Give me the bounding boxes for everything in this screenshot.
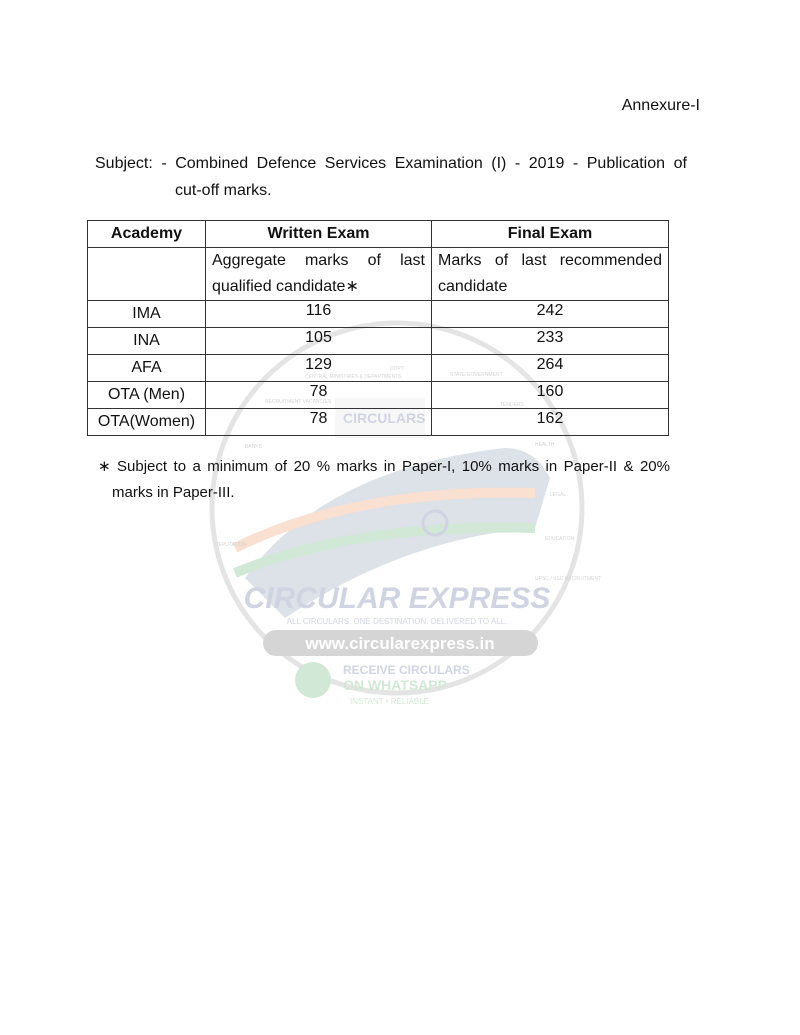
subject-word: 2019 [528, 155, 565, 172]
watermark-label: STATE GOVERNMENT [450, 372, 503, 378]
final-cell: 264 [432, 355, 669, 382]
subject-word: Services [324, 155, 387, 172]
written-cell: 78 [206, 409, 432, 436]
written-cell: 105 [206, 328, 432, 355]
final-description [432, 248, 669, 301]
footnote-word: % [316, 458, 331, 475]
subject-word: Publication [586, 155, 666, 172]
footnote [98, 454, 670, 506]
final-cell: 233 [432, 328, 669, 355]
whatsapp-icon [295, 662, 331, 698]
empty-cell [88, 248, 206, 301]
footnote-line-2: marks in Paper-III. [112, 484, 235, 501]
footnote-word: of [274, 458, 288, 475]
footnote-word: & [623, 458, 634, 475]
desc-word: of [494, 252, 509, 269]
academy-cell: AFA [88, 355, 206, 382]
watermark-whatsapp-2: ON WHATSAPP [343, 677, 447, 693]
watermark-badge: CIRCULARS [343, 410, 426, 426]
footnote-word: in [383, 458, 396, 475]
academy-cell: IMA [88, 301, 206, 328]
watermark-whatsapp-3: INSTANT • RELIABLE [350, 697, 429, 706]
footnote-word: Paper-I, [401, 458, 456, 475]
footnote-word: marks [498, 458, 540, 475]
subject-word: - [514, 155, 521, 172]
annexure-label: Annexure-I [621, 97, 700, 114]
watermark-tagline: ALL CIRCULARS. ONE DESTINATION. DELIVERED TO ALL. [286, 617, 508, 626]
watermark-label: EDUCATION [545, 536, 575, 542]
final-description-line-1 [438, 248, 662, 274]
written-description [206, 248, 432, 301]
table-row [88, 355, 669, 382]
watermark-label: UPSC / SSC RECRUITMENT [535, 576, 602, 582]
table-row [88, 328, 669, 355]
footnote-word: marks [336, 458, 378, 475]
watermark-whatsapp-1: RECEIVE CIRCULARS [343, 663, 470, 677]
watermark-label: LEGAL [550, 492, 567, 498]
final-cell: 160 [432, 382, 669, 409]
final-cell: 162 [432, 409, 669, 436]
green-swoosh-icon [235, 528, 535, 573]
academy-cell: OTA(Women) [88, 409, 206, 436]
desc-word: last [521, 252, 547, 269]
url-pill-icon [263, 630, 538, 656]
footnote-word: 10% [461, 458, 492, 475]
final-description-line-2: candidate [438, 278, 508, 295]
final-cell: 242 [432, 301, 669, 328]
subject-word: Defence [256, 155, 317, 172]
watermark-label: TENDERS [500, 402, 524, 408]
watermark-label: DOPT [390, 366, 404, 372]
footnote-word: ∗ [98, 458, 111, 475]
subject-line-2: cut-off marks. [175, 182, 272, 199]
desc-word: of [367, 252, 381, 269]
desc-word: recommended [559, 252, 662, 269]
footnote-word: Subject [117, 458, 168, 475]
subject-line-1 [95, 150, 687, 177]
chakra-icon [423, 511, 447, 535]
subject-word: - [161, 155, 167, 172]
written-cell: 129 [206, 355, 432, 382]
desc-word: last [400, 252, 425, 269]
academy-header: Academy [88, 221, 206, 248]
watermark-label: RECRUITMENT VACANCIES [265, 399, 332, 405]
watermark-label: CENTRAL MINISTRIES & DEPARTMENTS [305, 374, 402, 380]
watermark-label: BANKS [245, 444, 262, 450]
final-exam-header: Final Exam [432, 221, 669, 248]
academy-cell: INA [88, 328, 206, 355]
table-row [88, 301, 669, 328]
footnote-word: in [545, 458, 558, 475]
desc-word: Marks [438, 252, 482, 269]
subject-word: Subject: [95, 155, 153, 172]
footnote-word: 20% [639, 458, 670, 475]
subject-word: (I) [491, 155, 507, 172]
written-cell: 116 [206, 301, 432, 328]
table-header-row [88, 221, 669, 248]
footnote-line-1 [98, 454, 670, 480]
footnote-word: Paper-II [563, 458, 618, 475]
description-row [88, 248, 669, 301]
watermark-label: HEALTH [535, 442, 555, 448]
written-cell: 78 [206, 382, 432, 409]
table-row [88, 409, 669, 436]
subject-word: - [572, 155, 579, 172]
subject-word: of [673, 155, 687, 172]
subject-word: Examination [394, 155, 483, 172]
cutoff-table [87, 220, 669, 436]
watermark-brand: CIRCULAR EXPRESS [243, 582, 551, 615]
written-description-line-1 [212, 248, 425, 274]
academy-cell: OTA (Men) [88, 382, 206, 409]
footnote-word: a [192, 458, 201, 475]
desc-word: Aggregate [212, 252, 286, 269]
watermark-url: www.circularexpress.in [305, 634, 495, 653]
watermark-label: DEPUTATION [215, 542, 247, 548]
footnote-word: to [173, 458, 187, 475]
written-description-line-2: qualified candidate∗ [212, 278, 359, 295]
subject-word: Combined [175, 155, 249, 172]
desc-word: marks [304, 252, 349, 269]
footnote-word: minimum [207, 458, 269, 475]
subject-block [95, 150, 687, 204]
written-exam-header: Written Exam [206, 221, 432, 248]
table-row [88, 382, 669, 409]
footnote-word: 20 [293, 458, 311, 475]
